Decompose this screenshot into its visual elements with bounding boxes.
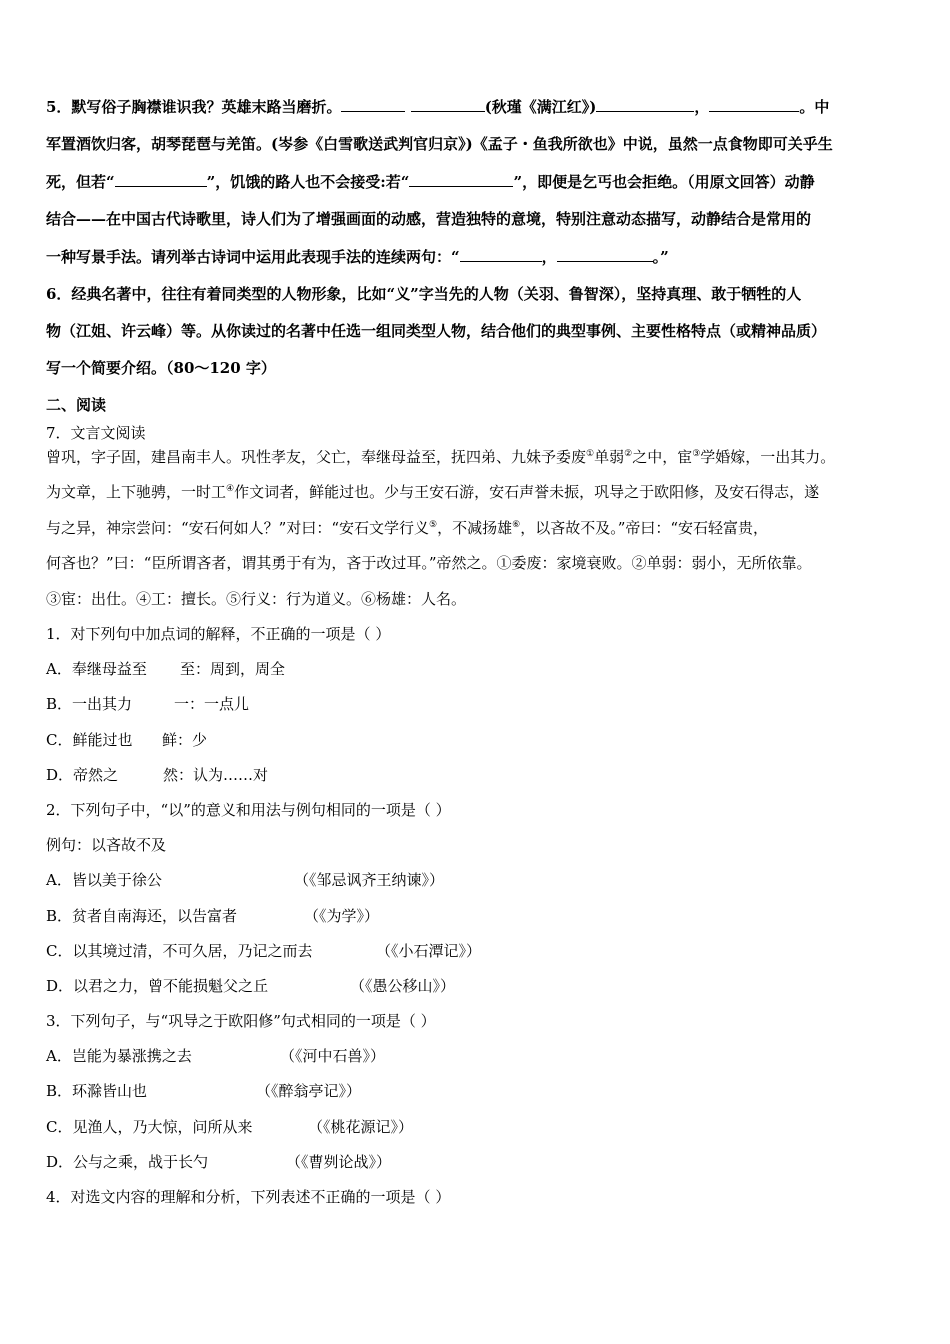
option-source: （《桃花源记》） [308, 1117, 414, 1136]
choice-option[interactable] [46, 1081, 910, 1116]
option-text: D．公与之乘，战于长勺 [46, 1152, 209, 1171]
q5-text: 死，但若“ [46, 173, 115, 191]
q5-text: ， [541, 248, 557, 266]
sub-question-2-stem: 2．下列句子中，“以”的意义和用法与例句相同的一项是（ ） [46, 800, 451, 819]
answer-blank[interactable] [411, 96, 485, 112]
option-source: （《小石潭记》） [376, 941, 482, 960]
choice-option[interactable] [46, 765, 910, 800]
q6-line-1: 6．经典名著中，往往有着同类型的人物形象，比如“义”字当先的人物（关羽、鲁智深），坚持真理、敢于牺牲的人 [46, 284, 802, 303]
option-gloss: 一：一点儿 [174, 695, 250, 714]
choice-option[interactable] [46, 941, 910, 976]
passage-line [46, 518, 910, 554]
option-gloss: 至：周到，周全 [180, 660, 286, 679]
sub-question-3-stem: 3．下列句子，与“巩导之于欧阳修”句式相同的一项是（ ） [46, 1012, 436, 1031]
section-heading: 二、阅读 [46, 395, 107, 414]
answer-blank[interactable] [709, 96, 799, 112]
passage-text: 单弱 [594, 447, 625, 466]
q5-line-4: 结合——在中国古代诗歌里，诗人们为了增强画面的动感，营造独特的意境，特别注意动态描写，动静结合是常用的 [46, 209, 812, 228]
footnote-mark: ① [586, 448, 595, 459]
choice-option[interactable] [46, 694, 910, 729]
passage-text: 学婚嫁，一出其力。 [700, 447, 836, 466]
passage-line: 何吝也？”曰：“臣所谓吝者，谓其勇于有为，吝于改过耳。”帝然之。①委废：家境衰败。②单弱：弱小，无所依靠。 [46, 554, 812, 572]
answer-blank[interactable] [409, 171, 513, 187]
question-7-title: 7．文言文阅读 [46, 423, 146, 442]
option-text: B．贫者自南海还，以告富者 [46, 906, 238, 925]
sub-question-4-stem: 4．对选文内容的理解和分析，下列表述不正确的一项是（ ） [46, 1188, 451, 1206]
q5-text: 一种写景手法。请列举古诗词中运用此表现手法的连续两句：“ [46, 248, 460, 266]
option-text: C．鲜能过也 [46, 730, 133, 749]
option-text: A．皆以美于徐公 [46, 871, 162, 890]
footnote-mark: ④ [226, 484, 235, 494]
exam-page [46, 96, 910, 1222]
footnote-mark: ⑤ [429, 519, 438, 530]
q5-line-2: 军置酒饮归客，胡琴琵琶与羌笛。(岑参《白雪歌送武判官归京》)《孟子・鱼我所欲也》中说，虽然一点食物即可关乎生 [46, 134, 833, 153]
passage-text: 与之异，神宗尝问：“安石何如人？”对曰：“安石文学行义 [46, 518, 430, 537]
passage-line: ③宦：出仕。④工：擅长。⑤行义：行为道义。⑥杨雄：人名。 [46, 589, 467, 608]
q5-text: ”，饥饿的路人也不会接受:若“ [206, 173, 410, 191]
answer-blank[interactable] [341, 96, 405, 112]
choice-option[interactable] [46, 906, 910, 941]
option-source: （《为学》） [304, 906, 380, 925]
passage-text: 作文词者，鲜能过也。少与王安石游，安石声誉未振，巩导之于欧阳修，及安石得志，遂 [234, 483, 820, 501]
question-5 [46, 96, 910, 284]
answer-blank[interactable] [460, 246, 542, 262]
footnote-mark: ③ [692, 448, 701, 459]
option-source: （《邹忌讽齐王纳谏》） [294, 871, 445, 890]
q5-line-5 [46, 246, 910, 284]
answer-blank[interactable] [115, 171, 207, 187]
choice-option[interactable] [46, 870, 910, 905]
option-text: C．见渔人，乃大惊，问所从来 [46, 1117, 253, 1136]
option-source: （《河中石兽》） [280, 1047, 386, 1066]
question-6 [46, 284, 910, 395]
answer-blank[interactable] [557, 246, 653, 262]
example-sentence: 例句：以吝故不及 [46, 836, 167, 855]
option-source: （《愚公移山》） [350, 976, 456, 995]
footnote-mark: ② [624, 448, 633, 459]
choice-option[interactable] [46, 1117, 910, 1152]
q5-text: 。” [652, 248, 669, 266]
option-text: B．一出其力 [46, 695, 133, 714]
option-text: D．帝然之 [46, 765, 119, 784]
option-gloss: 然：认为……对 [163, 765, 269, 784]
choice-option[interactable] [46, 659, 910, 694]
q5-text: 。中 [799, 98, 830, 116]
option-text: A．奉继母益至 [46, 660, 147, 679]
option-text: A．岂能为暴涨携之去 [46, 1047, 192, 1066]
passage-text: 曾巩，字子固，建昌南丰人。巩性孝友，父亡，奉继母益至，抚四弟、九妹予委废 [46, 447, 587, 466]
passage-line [46, 447, 910, 483]
passage-line [46, 482, 910, 518]
option-text: C．以其境过清，不可久居，乃记之而去 [46, 941, 313, 960]
choice-option[interactable] [46, 730, 910, 765]
choice-option[interactable] [46, 976, 910, 1011]
passage-text: ，以吝故不及。”帝曰：“安石轻富贵， [520, 518, 769, 537]
option-source: （《醉翁亭记》） [256, 1082, 362, 1101]
option-gloss: 鲜：少 [162, 730, 208, 749]
q5-text: 5．默写俗子胸襟谁识我？英雄末路当磨折。 [46, 98, 342, 116]
answer-blank[interactable] [596, 96, 694, 112]
option-source: （《曹刿论战》） [286, 1152, 392, 1171]
passage-text: ，不减扬雄 [437, 518, 513, 537]
q6-line-3: 写一个简要介绍。（80～120 字） [46, 358, 276, 377]
choice-option[interactable] [46, 1046, 910, 1081]
q5-text: ， [694, 98, 710, 116]
classical-passage [46, 447, 910, 625]
passage-text: 之中，宦 [632, 447, 693, 466]
option-text: D．以君之力，曾不能损魁父之丘 [46, 976, 269, 995]
q5-text: (秋瑾《满江红》) [484, 98, 597, 116]
choice-option[interactable] [46, 1152, 910, 1187]
q5-line-1 [46, 96, 910, 134]
q6-line-2: 物（江姐、许云峰）等。从你读过的名著中任选一组同类型人物，结合他们的典型事例、主要性格特点（或精神品质） [46, 321, 827, 340]
q5-line-3 [46, 171, 910, 209]
q5-text: ”，即便是乞丐也会拒绝。（用原文回答）动静 [513, 173, 815, 191]
passage-text: 为文章，上下驰骋，一时工 [46, 483, 227, 501]
footnote-mark: ⑥ [512, 519, 521, 530]
option-text: B．环滁皆山也 [46, 1082, 148, 1101]
sub-question-1-stem: 1．对下列句中加点词的解释，不正确的一项是（ ） [46, 625, 391, 643]
